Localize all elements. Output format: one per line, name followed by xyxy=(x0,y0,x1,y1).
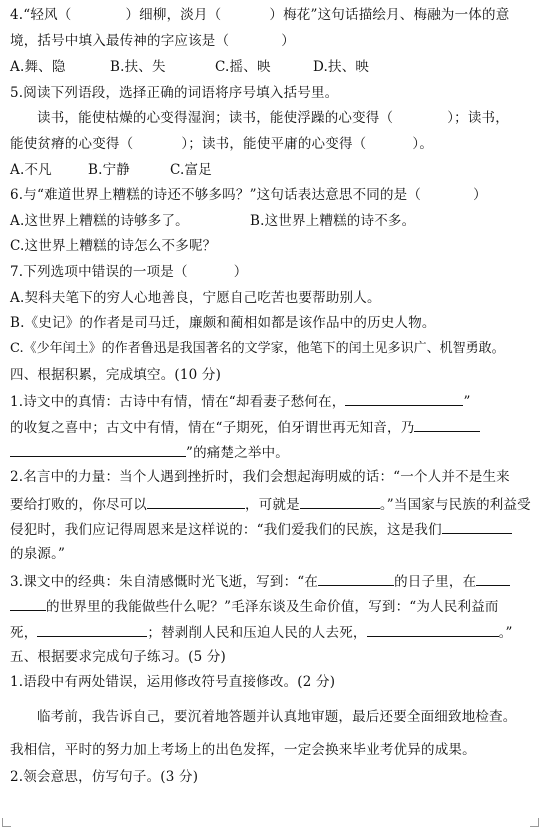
option-b: B.宁静 xyxy=(88,162,131,178)
option-c: C.《少年闰土》的作者鲁迅是我国著名的文学家，他笔下的闰土见多识广、机智勇敢。 xyxy=(10,341,505,356)
fill-blank[interactable] xyxy=(10,596,46,611)
q5-text-line1: 读书，能使枯燥的心变得湿润；读书，能使浮躁的心变得（ ）；读书， xyxy=(37,110,509,126)
q5-stem: 5.阅读下列语段，选择正确的词语将序号填入括号里。 xyxy=(10,85,339,101)
sec4-p3-line1: 3.课文中的经典：朱自清感慨时光飞逝，写到：“在 的日子里，在 xyxy=(10,571,510,591)
option-d: D.扶、映 xyxy=(313,59,370,75)
option-b: B.扶、失 xyxy=(110,59,166,75)
sec4-p1-line3: ”的痛楚之举中。 xyxy=(10,442,289,462)
sec4-p1-line2: 的收复之喜中；古文中有情，情在“子期死，伯牙谓世再无知音，乃 xyxy=(10,417,480,437)
sec5-q1-text-line2: 我相信，平时的努力加上考场上的出色发挥，一定会换来毕业考优异的成果。 xyxy=(10,742,476,758)
q4-stem-line1: 4.“轻风（ ）细柳，淡月（ ）梅花”这句话描绘月、梅融为一体的意 xyxy=(10,7,510,23)
q6-stem: 6.与“难道世界上糟糕的诗还不够多吗？”这句话表达意思不同的是（ ） xyxy=(10,187,487,203)
option-b: B.这世界上糟糕的诗不多。 xyxy=(250,213,416,229)
option-b: B.《史记》的作者是司马迁，廉颇和蔺相如都是该作品中的历史人物。 xyxy=(10,315,436,331)
fill-blank[interactable] xyxy=(37,622,147,637)
q7-stem: 7.下列选项中错误的一项是（ ） xyxy=(10,264,248,280)
sec4-p1-line1: 1.诗文中的真情：古诗中有情，情在“却看妻子愁何在， ” xyxy=(10,391,471,411)
fill-blank[interactable] xyxy=(300,494,380,509)
fill-blank[interactable] xyxy=(318,571,394,586)
page-corner-mark xyxy=(530,818,539,827)
sec4-p3-line3: 死， ；替剥削人民和压迫人民的人去死， 。” xyxy=(10,622,513,642)
option-c: C.这世界上糟糕的诗怎么不多呢？ xyxy=(10,238,217,254)
sec4-p2-line2: 要给打败的，你尽可以 ，可就是 。”当国家与民族的利益受 xyxy=(10,494,531,514)
option-c: C.富足 xyxy=(170,162,212,178)
q4-stem-line2: 境，括号中填入最传神的字应该是（ ） xyxy=(10,33,295,49)
sec5-q1: 1.语段中有两处错误，运用修改符号直接修改。(2 分) xyxy=(10,674,336,690)
fill-blank[interactable] xyxy=(367,622,499,637)
section-5-title: 五、根据要求完成句子练习。(5 分) xyxy=(10,649,227,665)
fill-blank[interactable] xyxy=(476,571,510,586)
fill-blank[interactable] xyxy=(414,417,480,432)
section-4-title: 四、根据积累，完成填空。(10 分) xyxy=(10,367,222,383)
option-a: A.这世界上糟糕的诗够多了。 xyxy=(10,213,189,229)
q6-options-ab xyxy=(10,212,416,230)
sec5-q1-text-line1: 临考前，我告诉自己，要沉着地答题并认真地审题，最后还要全面细致地检查。 xyxy=(37,709,517,725)
option-a: A.不凡 xyxy=(10,162,52,178)
option-c: C.摇、映 xyxy=(215,59,271,75)
fill-blank[interactable] xyxy=(147,494,245,509)
sec4-p2-line3: 侵犯时，我们应记得周恩来是这样说的：“我们爱我们的民族，这是我们 xyxy=(10,519,512,539)
fill-blank[interactable] xyxy=(442,519,512,534)
sec5-q2: 2.领会意思，仿写句子。(3 分) xyxy=(10,769,199,785)
fill-blank[interactable] xyxy=(345,391,463,406)
option-a: A.舞、隐 xyxy=(10,59,66,75)
q5-options xyxy=(10,161,212,179)
sec4-p2-line1: 2.名言中的力量：当个人遇到挫折时，我们会想起海明威的话：“一个人并不是生来 xyxy=(10,469,510,485)
q5-text-line2: 能使贫瘠的心变得（ ）；读书，能使平庸的心变得（ ）。 xyxy=(10,136,434,152)
sec4-p2-line4: 的泉源。” xyxy=(10,546,66,562)
option-a: A.契科夫笔下的穷人心地善良，宁愿自己吃苦也要帮助别人。 xyxy=(10,290,381,306)
q4-options xyxy=(10,58,370,76)
sec4-p3-line2: 的世界里的我能做些什么呢？”毛泽东谈及生命价值，写到：“为人民利益而 xyxy=(10,596,499,616)
page-corner-mark xyxy=(2,818,11,827)
fill-blank[interactable] xyxy=(10,442,186,457)
